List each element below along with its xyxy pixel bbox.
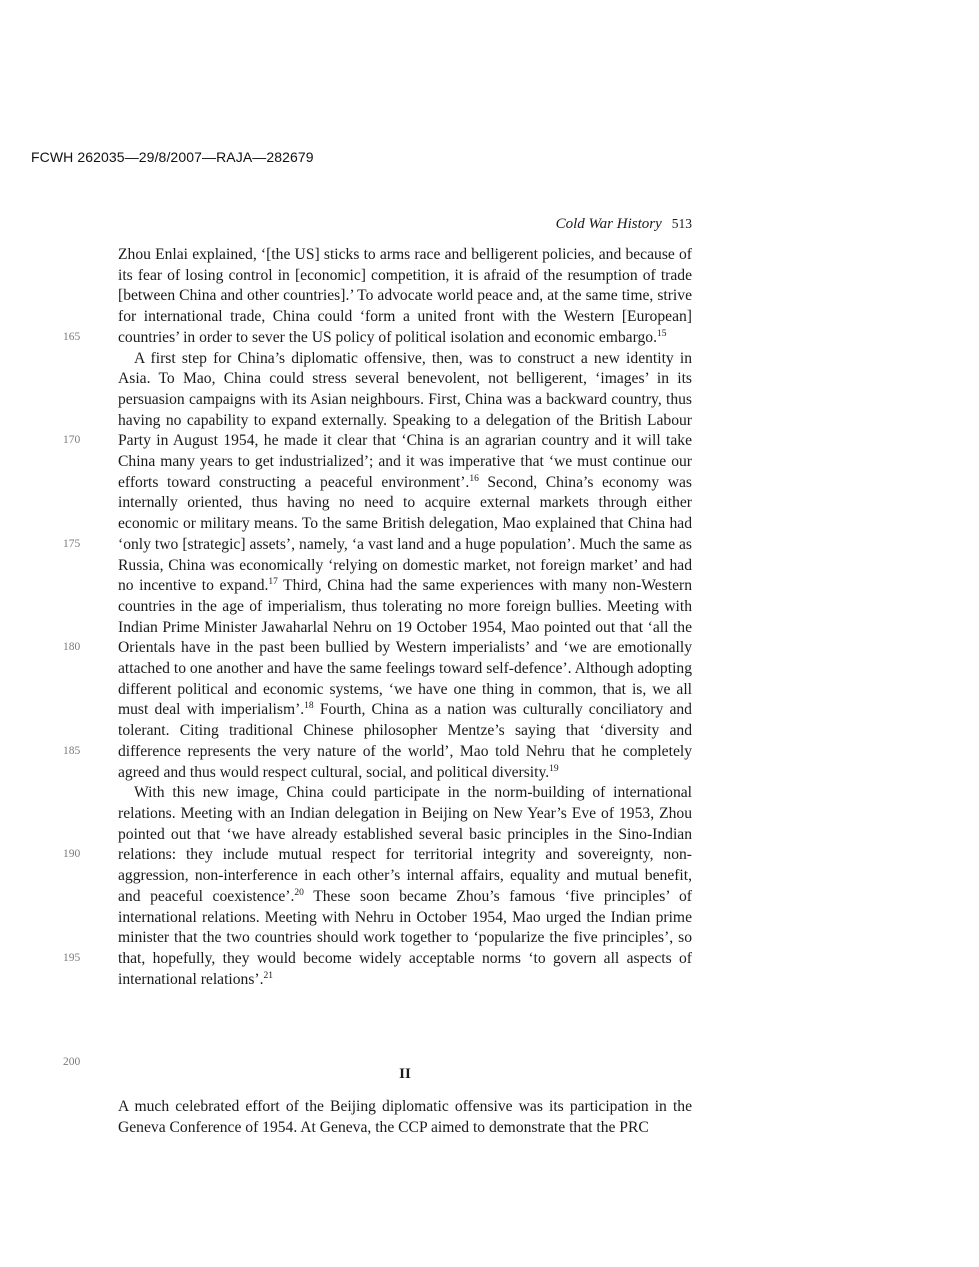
footnote-ref: 20 <box>294 887 304 898</box>
page-number: 513 <box>671 216 692 231</box>
paragraph: Zhou Enlai explained, ‘[the US] sticks to arms race and belligerent policies, and because of its fear of losing control in [economic] competition, it is afraid of the resumption of trade [between China and other countries].’ To advocate world peace and, at the same time, strive for international trade, China could ‘form a united front with the Western [European] countries’ in order to sever the US policy of political isolation and economic embargo.$^{15}$ <box>118 246 692 346</box>
paragraph: A much celebrated effort of the Beijing diplomatic offensive was its participation in the Geneva Conference of 1954. At Geneva, the CCP aimed to demonstrate that the PRC <box>118 1098 692 1136</box>
body-text <box>118 245 692 990</box>
footnote-ref: 16 <box>469 473 479 484</box>
footnote-ref: 21 <box>263 970 273 981</box>
paragraph: A first step for China’s diplomatic offensive, then, was to construct a new identity in Asia. To Mao, China could stress several benevolent, not belligerent, ‘images’ in its persuasion campaigns with its Asian neighbours. First, China was a backward country, thus having no capability to expand externally. Speaking to a delegation of the British Labour Party in August 1954, he made it clear that ‘China is an agrarian country and it will take China many years to get industrialized’; and it was imperative that ‘we must continue our efforts toward constructing a peaceful environment’.$^{16}$ Second, China’s economy was internally oriented, thus having no need to acquire external markets through either economic or military means. To the same British delegation, Mao explained that China had ‘only two [strategic] assets’, namely, ‘a vast land and a huge population’. Much the same as Russia, China was economically ‘relying on domestic market, not foreign market’ and had no incentive to expand.$^{17}$ Third, China had the same experiences with many non-Western countries in the age of imperialism, thus tolerating no more foreign bullies. Meeting with Indian Prime Minister Jawaharlal Nehru on 19 October 1954, Mao pointed out that ‘all the Orientals have in the past been bullied by Western imperialists’ and ‘we are emotionally attached to one another and have the same feelings toward self-defence’. Although adopting different political and economic systems, ‘we have one thing in common, that is, we all must deal with imperialism’.$^{18}$ Fourth, China as a nation was culturally conciliatory and tolerant. Citing traditional Chinese philosopher Mentze’s saying that ‘diversity and difference represents the very nature of the world’, Mao told Nehru that he completely agreed and thus would respect cultural, social, and political diversity.$^{19}$ <box>118 349 692 781</box>
running-head <box>118 216 692 233</box>
journal-title: Cold War History <box>555 216 662 232</box>
footnote-ref: 18 <box>304 701 314 712</box>
line-number: 195 <box>63 952 81 964</box>
line-number: 180 <box>63 641 81 653</box>
footnote-ref: 19 <box>549 763 559 774</box>
line-number: 165 <box>63 331 81 343</box>
body-text-continued <box>118 1097 692 1138</box>
line-number: 185 <box>63 745 81 757</box>
line-number: 175 <box>63 538 81 550</box>
line-number: 200 <box>63 1056 81 1068</box>
line-number: 190 <box>63 848 81 860</box>
line-number: 170 <box>63 434 81 446</box>
footnote-ref: 17 <box>268 577 278 588</box>
section-heading: II <box>399 1066 411 1082</box>
paragraph: With this new image, China could participate in the norm-building of international relations. Meeting with an Indian delegation in Beijing on New Year’s Eve of 1953, Zhou pointed out that ‘we have already established several basic principles in the Sino-Indian relations: they include mutual respect for territorial integrity and sovereignty, non-aggression, non-interference in each other’s internal affairs, equality and mutual benefit, and peaceful coexistence’.$^{20}$ These soon became Zhou’s famous ‘five principles’ of international relations. Meeting with Nehru in October 1954, Mao urged the Indian prime minister that the two countries should work together to ‘popularize the five principles’, so that, hopefully, they would become widely acceptable norms ‘to govern all aspects of international relations’.$^{21}$ <box>118 784 692 988</box>
footnote-ref: 15 <box>657 328 667 339</box>
document-slug: FCWH 262035—29/8/2007—RAJA—282679 <box>31 149 314 165</box>
